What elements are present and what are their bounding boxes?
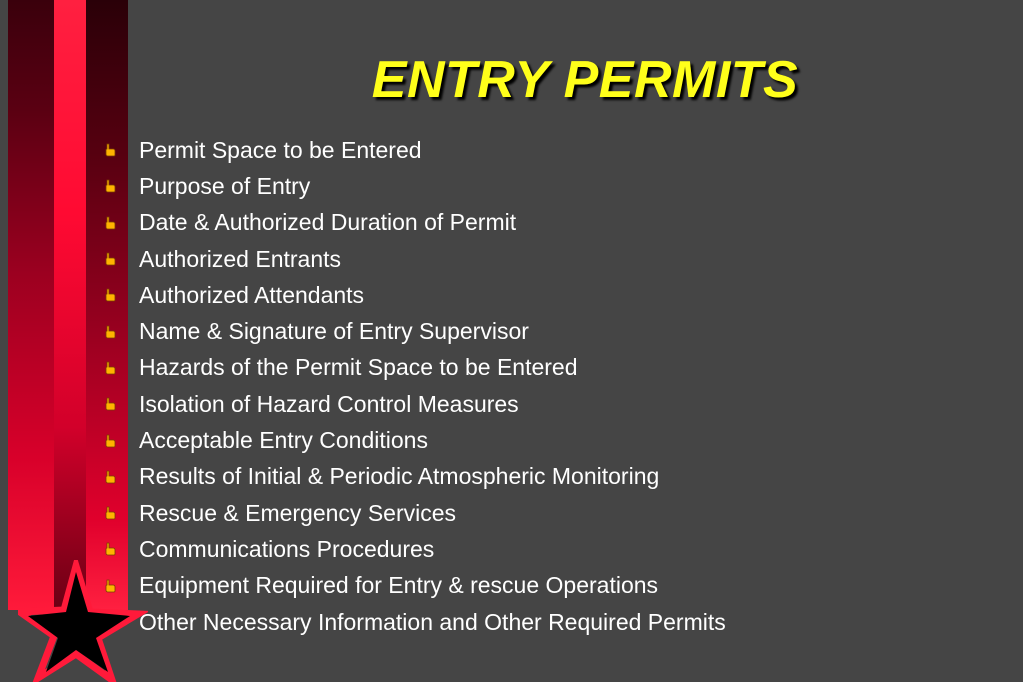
pointing-hand-bullet-icon <box>104 542 116 556</box>
list-item-text: Authorized Attendants <box>139 281 365 308</box>
pointing-hand-bullet-icon <box>104 434 116 448</box>
pointing-hand-bullet-icon <box>104 179 116 193</box>
bullet-list <box>100 132 1000 640</box>
pointing-hand-bullet-icon <box>104 325 116 339</box>
list-item <box>100 313 1000 349</box>
list-item <box>100 604 1000 640</box>
red-bar-left <box>8 0 54 610</box>
list-item-text: Authorized Entrants <box>139 245 342 272</box>
list-item-text: Isolation of Hazard Control Measures <box>139 390 519 417</box>
list-item <box>100 168 1000 204</box>
list-item-text: Rescue & Emergency Services <box>139 499 457 526</box>
list-item-text: Results of Initial & Periodic Atmospheric Monitoring <box>139 463 660 490</box>
list-item <box>100 459 1000 495</box>
list-item <box>100 132 1000 168</box>
list-item <box>100 241 1000 277</box>
pointing-hand-bullet-icon <box>104 216 116 230</box>
red-bar-middle <box>54 0 86 610</box>
list-item-text: Permit Space to be Entered <box>139 136 422 163</box>
pointing-hand-bullet-icon <box>104 143 116 157</box>
list-item-text: Hazards of the Permit Space to be Entered <box>139 354 578 381</box>
pointing-hand-bullet-icon <box>104 252 116 266</box>
list-item-text: Date & Authorized Duration of Permit <box>139 209 517 236</box>
list-item-text: Name & Signature of Entry Supervisor <box>139 318 529 345</box>
pointing-hand-bullet-icon <box>104 397 116 411</box>
list-item-text: Purpose of Entry <box>139 172 311 199</box>
slide-title: ENTRY PERMITS <box>371 51 799 109</box>
list-item-text: Communications Procedures <box>139 535 435 562</box>
list-item-text: Equipment Required for Entry & rescue Operations <box>139 572 659 599</box>
list-item <box>100 495 1000 531</box>
list-item <box>100 350 1000 386</box>
list-item <box>100 277 1000 313</box>
list-item <box>100 386 1000 422</box>
pointing-hand-bullet-icon <box>104 361 116 375</box>
list-item <box>100 531 1000 567</box>
star-logo-icon <box>18 560 148 682</box>
pointing-hand-bullet-icon <box>104 470 116 484</box>
list-item <box>100 422 1000 458</box>
list-item-text: Other Necessary Information and Other Required Permits <box>139 608 726 635</box>
list-item-text: Acceptable Entry Conditions <box>139 427 428 454</box>
pointing-hand-bullet-icon <box>104 506 116 520</box>
list-item <box>100 568 1000 604</box>
pointing-hand-bullet-icon <box>104 288 116 302</box>
list-item <box>100 205 1000 241</box>
